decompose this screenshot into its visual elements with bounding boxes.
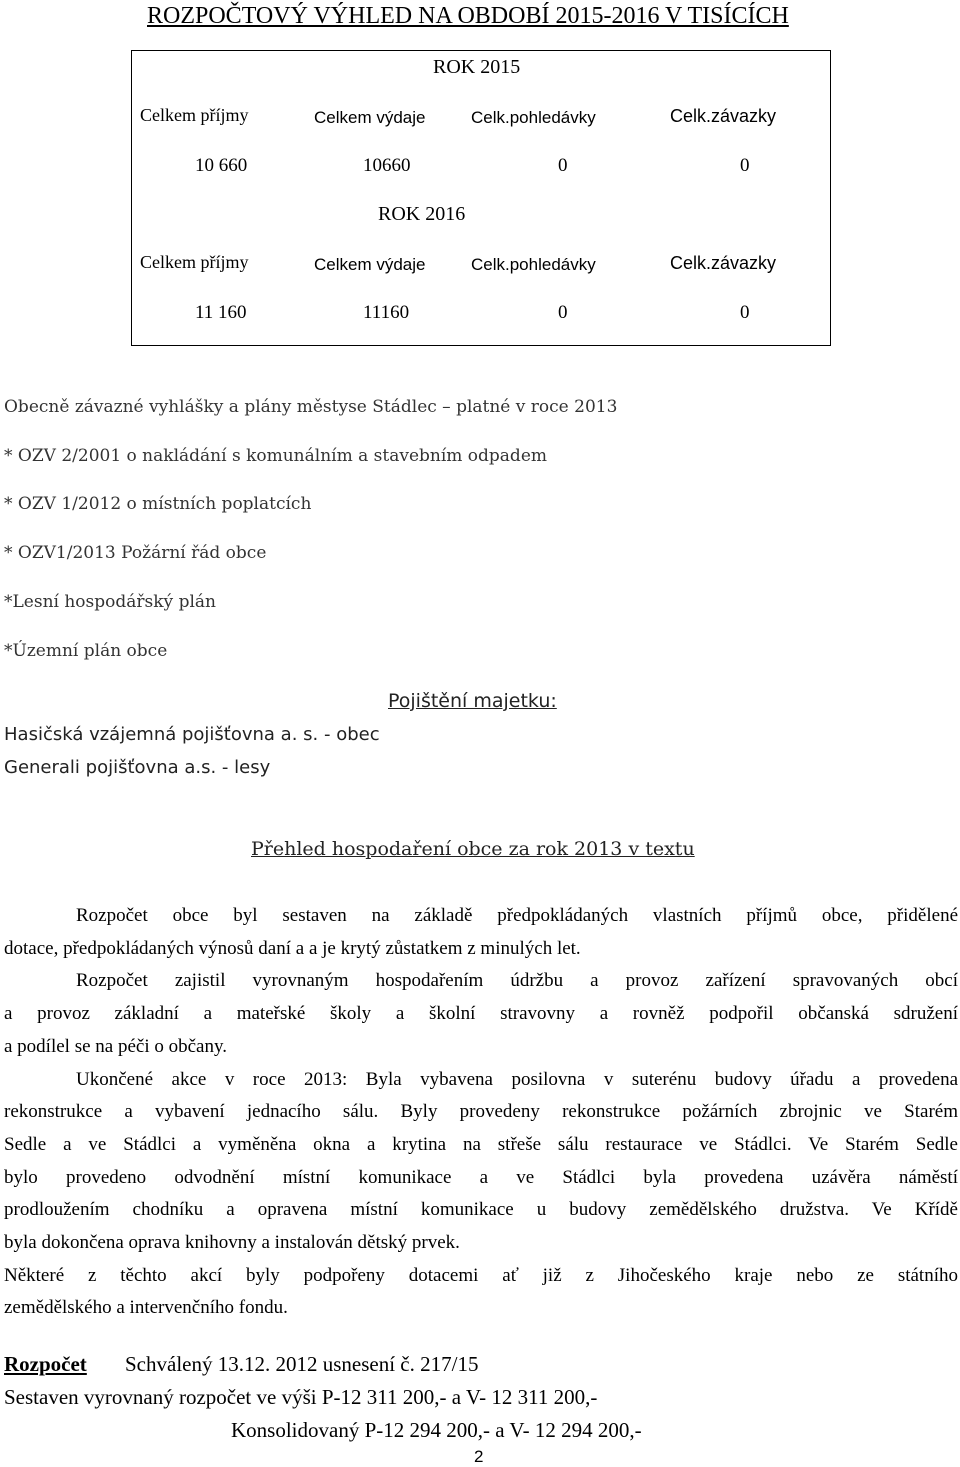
ozv-item: * OZV1/2013 Požární řád obce [4, 543, 267, 563]
rozpocet-label [4, 1352, 121, 1377]
overview-line: a podílel se na péči o občany. [4, 1035, 227, 1057]
header-receivables-2015: Celk.pohledávky [471, 108, 596, 127]
overview-line: a provoz základní a mateřské školy a školní stravovny a rovněž podpořil občanská sdružení [4, 1003, 958, 1025]
overview-line: byla dokončena oprava knihovny a instalován dětský prvek. [4, 1232, 460, 1254]
overview-line: zemědělského a intervenčního fondu. [4, 1297, 288, 1319]
overview-line: Ukončené akce v roce 2013: Byla vybavena posilovna v suterénu budovy úřadu a provedena [76, 1068, 958, 1090]
rozpocet-label-text: Rozpočet [4, 1352, 87, 1376]
value-receivables-2015: 0 [558, 155, 568, 176]
header-income-2016: Celkem příjmy [140, 252, 249, 272]
overview-line: rekonstrukce a vybavení jednacího sálu. Byly provedeny rekonstrukce požárních zbrojnic ve Starém [4, 1101, 958, 1123]
value-income-2015: 10 660 [195, 155, 248, 176]
insurance-heading: Pojištění majetku: [388, 690, 557, 712]
overview-line: Rozpočet zajistil vyrovnaným hospodařením údržbu a provoz zařízení spravovaných obcí [76, 970, 958, 992]
budget-table [131, 50, 831, 346]
overview-line: Sedle a ve Stádlci a vyměněna okna a krytina na střeše sálu restaurace ve Stádlci. Ve Starém Sedle [4, 1133, 958, 1155]
header-expenses-2016: Celkem výdaje [314, 255, 426, 274]
rozpocet-line1: Sestaven vyrovnaný rozpočet ve výši P-12 311 200,- a V- 12 311 200,- [4, 1385, 598, 1409]
header-expenses-2015: Celkem výdaje [314, 108, 426, 127]
page-title: ROZPOČTOVÝ VÝHLED NA OBDOBÍ 2015-2016 V TISÍCÍCH [147, 3, 789, 29]
header-receivables-2016: Celk.pohledávky [471, 255, 596, 274]
overview-line: Rozpočet obce byl sestaven na základě předpokládaných vlastních příjmů obce, přidělené [76, 905, 958, 926]
overview-line: Některé z těchto akcí byly podpořeny dotacemi ať již z Jihočeského kraje nebo ze státního [4, 1264, 958, 1286]
overview-line: prodloužením chodníku a opravena místní komunikace u budovy zemědělského družstva. Ve Křídě [4, 1199, 958, 1221]
ozv-item: *Lesní hospodářský plán [4, 592, 216, 612]
header-liabilities-2016: Celk.závazky [670, 253, 777, 273]
value-liabilities-2015: 0 [740, 155, 750, 176]
overview-paragraphs [4, 900, 958, 1325]
ozv-item: * OZV 2/2001 o nakládání s komunálním a stavebním odpadem [4, 446, 547, 466]
rozpocet-line2: Konsolidovaný P-12 294 200,- a V- 12 294 200,- [231, 1418, 642, 1442]
value-expenses-2016: 11160 [363, 302, 410, 323]
value-receivables-2016: 0 [558, 302, 568, 323]
overview-line: bylo provedeno odvodnění místní komunikace a ve Stádlci byla provedena uzávěra náměstí [4, 1166, 958, 1188]
year-2016-label: ROK 2016 [378, 203, 466, 225]
value-expenses-2015: 10660 [363, 155, 411, 176]
overview-line: dotace, předpokládaných výnosů daní a a je krytý zůstatkem z minulých let. [4, 937, 581, 959]
page-number: 2 [474, 1447, 484, 1466]
ozv-item: * OZV 1/2012 o místních poplatcích [4, 494, 312, 514]
header-income-2015: Celkem příjmy [140, 105, 249, 125]
year-2015-label: ROK 2015 [433, 56, 521, 78]
value-income-2016: 11 160 [195, 302, 247, 323]
ozv-heading: Obecně závazné vyhlášky a plány městyse Stádlec – platné v roce 2013 [4, 397, 618, 417]
ozv-item: *Územní plán obce [4, 641, 168, 661]
header-liabilities-2015: Celk.závazky [670, 106, 777, 126]
insurance-line: Generali pojišťovna a.s. - lesy [4, 757, 271, 778]
rozpocet-approved: Schválený 13.12. 2012 usnesení č. 217/15 [125, 1352, 479, 1376]
overview-heading: Přehled hospodaření obce za rok 2013 v textu [251, 838, 695, 860]
value-liabilities-2016: 0 [740, 302, 750, 323]
insurance-line: Hasičská vzájemná pojišťovna a. s. - obec [4, 724, 380, 745]
